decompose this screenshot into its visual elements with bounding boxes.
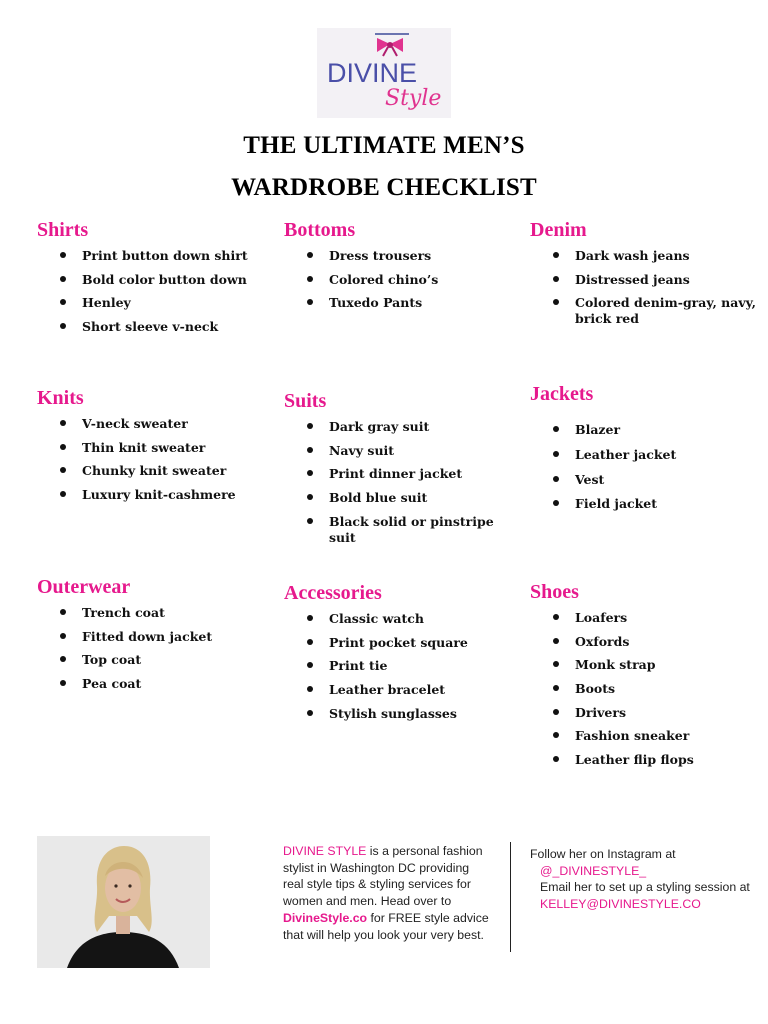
section-denim [530, 218, 760, 335]
section-heading: Denim [530, 219, 587, 241]
bullet-icon [307, 423, 313, 429]
bullet-icon [307, 639, 313, 645]
checklist-item-label: Pea coat [82, 676, 142, 692]
item-list [37, 248, 267, 335]
bullet-icon [60, 467, 66, 473]
checklist-item [530, 681, 760, 697]
section-heading: Knits [37, 387, 84, 409]
checklist-item [37, 295, 267, 311]
brand-logo [317, 28, 451, 118]
section-bottoms [284, 218, 514, 319]
section-knits [37, 386, 267, 511]
bullet-icon [60, 680, 66, 686]
checklist-item [530, 657, 760, 673]
logo-wordmark: DIVINE [327, 58, 418, 88]
bullet-icon [553, 500, 559, 506]
section-heading: Shoes [530, 581, 579, 603]
checklist-item-label: Boots [575, 681, 616, 697]
checklist-item [530, 272, 760, 288]
bullet-icon [60, 323, 66, 329]
bullet-icon [60, 609, 66, 615]
bullet-icon [307, 276, 313, 282]
checklist-item-label: Bold blue suit [329, 490, 428, 506]
checklist-item [37, 319, 267, 335]
bullet-icon [553, 638, 559, 644]
section-jackets [530, 382, 760, 521]
bullet-icon [307, 518, 313, 524]
bullet-icon [60, 491, 66, 497]
item-list [37, 605, 267, 692]
bullet-icon [307, 662, 313, 668]
checklist-item [284, 635, 514, 651]
checklist-item [284, 419, 514, 435]
item-list [284, 248, 514, 311]
checklist-item [530, 705, 760, 721]
checklist-item [284, 443, 514, 459]
bullet-icon [553, 661, 559, 667]
bullet-icon [553, 276, 559, 282]
logo-script: Style [385, 86, 442, 111]
item-list [284, 419, 514, 546]
checklist-item-label: Vest [575, 471, 605, 487]
checklist-item [530, 447, 760, 463]
checklist-item-label: Dress trousers [329, 248, 432, 263]
stylist-portrait-illustration [37, 836, 210, 968]
bullet-icon [553, 451, 559, 457]
checklist-item [530, 248, 760, 264]
checklist-item-label: Henley [82, 295, 131, 311]
bullet-icon [307, 710, 313, 716]
checklist-item [530, 752, 760, 768]
about-text-2: for FREE style advice that will help you look your very best. [283, 910, 489, 942]
bullet-icon [60, 656, 66, 662]
checklist-item [530, 634, 760, 650]
item-list [530, 422, 760, 512]
website-link[interactable]: DivineStyle.co [283, 910, 368, 925]
section-shoes [530, 580, 760, 776]
section-heading: Bottoms [284, 219, 356, 241]
checklist-item [284, 611, 514, 627]
checklist-item [284, 295, 514, 311]
footer-divider [510, 842, 511, 952]
checklist-item [37, 629, 267, 645]
checklist-item [284, 658, 514, 674]
checklist-item-label: Colored chino’s [329, 271, 439, 287]
page-title-line-2: WARDROBE CHECKLIST [231, 174, 537, 201]
checklist-item [37, 487, 267, 503]
bullet-icon [553, 732, 559, 738]
checklist-item-label: Classic watch [329, 611, 424, 626]
checklist-item [37, 652, 267, 668]
checklist-item-label: Field jacket [575, 496, 658, 512]
brand-name: DIVINE STYLE [283, 844, 367, 858]
bullet-icon [553, 426, 559, 432]
section-accessories [284, 581, 514, 729]
checklist-item-label: Thin knit sweater [82, 439, 206, 455]
checklist-item-label: Distressed jeans [575, 271, 690, 287]
checklist-item-label: Monk strap [575, 657, 656, 673]
bullet-icon [553, 614, 559, 620]
item-list [37, 416, 267, 503]
checklist-item-label: Print button down shirt [82, 248, 248, 263]
checklist-item [284, 466, 514, 482]
checklist-item-label: Bold color button down [82, 271, 247, 287]
checklist-item [530, 496, 760, 512]
checklist-item-label: Leather jacket [575, 446, 677, 462]
checklist-item [284, 682, 514, 698]
checklist-item [284, 248, 514, 264]
bullet-icon [307, 299, 313, 305]
checklist-item-label: Luxury knit-cashmere [82, 487, 236, 503]
checklist-item-label: Oxfords [575, 633, 630, 649]
bullet-icon [60, 276, 66, 282]
checklist-item [37, 605, 267, 621]
bullet-icon [307, 494, 313, 500]
checklist-item-label: Fitted down jacket [82, 628, 213, 644]
bullet-icon [307, 686, 313, 692]
section-suits [284, 389, 514, 553]
checklist-item [284, 272, 514, 288]
page-title-line-1: THE ULTIMATE MEN’S [243, 132, 525, 159]
checklist-item-label: Tuxedo Pants [329, 295, 423, 311]
checklist-item-label: Colored denim-gray, navy, brick red [575, 295, 757, 327]
instagram-handle[interactable]: @_DIVINESTYLE_ [540, 863, 647, 878]
section-heading: Jackets [530, 383, 594, 405]
bullet-icon [307, 252, 313, 258]
checklist-item [530, 422, 760, 438]
bullet-icon [553, 685, 559, 691]
bullet-icon [307, 470, 313, 476]
checklist-item-label: Dark wash jeans [575, 248, 690, 263]
bullet-icon [60, 420, 66, 426]
checklist-item-label: Fashion sneaker [575, 728, 690, 744]
checklist-item [530, 610, 760, 626]
checklist-item [37, 248, 267, 264]
bullet-icon [60, 444, 66, 450]
section-shirts [37, 218, 267, 343]
bullet-icon [60, 633, 66, 639]
checklist-item [284, 706, 514, 722]
checklist-item [37, 440, 267, 456]
checklist-item [37, 463, 267, 479]
checklist-item-label: Print dinner jacket [329, 466, 463, 482]
about-blurb [283, 843, 491, 943]
checklist-item-label: Blazer [575, 422, 621, 437]
checklist-item-label: Trench coat [82, 605, 165, 620]
item-list [284, 611, 514, 722]
checklist-item-label: Print pocket square [329, 634, 468, 650]
section-heading: Suits [284, 390, 327, 412]
bullet-icon [553, 476, 559, 482]
item-list [530, 248, 760, 327]
section-heading: Shirts [37, 219, 89, 241]
checklist-item-label: Top coat [82, 652, 142, 668]
checklist-item-label: Chunky knit sweater [82, 463, 227, 479]
bullet-icon [307, 615, 313, 621]
email-label: Email her to set up a styling session at [540, 880, 750, 895]
checklist-item-label: Leather bracelet [329, 682, 446, 698]
checklist-item [284, 490, 514, 506]
checklist-item-label: Drivers [575, 704, 627, 720]
checklist-item-label: Black solid or pinstripe suit [329, 513, 494, 545]
bullet-icon [553, 299, 559, 305]
checklist-item [284, 514, 514, 546]
bullet-icon [553, 756, 559, 762]
checklist-item-label: V-neck sweater [82, 416, 188, 431]
checklist-item [37, 676, 267, 692]
checklist-item [530, 728, 760, 744]
checklist-item [530, 472, 760, 488]
checklist-item-label: Leather flip flops [575, 752, 694, 768]
item-list [530, 610, 760, 768]
checklist-item-label: Dark gray suit [329, 419, 430, 434]
bullet-icon [553, 709, 559, 715]
checklist-item [37, 272, 267, 288]
checklist-item-label: Short sleeve v-neck [82, 319, 219, 335]
checklist-item-label: Navy suit [329, 442, 395, 458]
section-heading: Accessories [284, 582, 382, 604]
checklist-item-label: Loafers [575, 610, 628, 625]
section-heading: Outerwear [37, 576, 131, 598]
bullet-icon [307, 447, 313, 453]
bullet-icon [553, 252, 559, 258]
bullet-icon [60, 299, 66, 305]
checklist-item-label: Print tie [329, 658, 388, 674]
checklist-item [37, 416, 267, 432]
contact-block [530, 846, 760, 913]
section-outerwear [37, 575, 267, 700]
instagram-label: Follow her on Instagram at [530, 847, 676, 861]
email-link[interactable]: KELLEY@DIVINESTYLE.CO [540, 897, 701, 912]
bullet-icon [60, 252, 66, 258]
about-text-1: is a personal fashion stylist in Washington DC providing real style tips & styling services for women and men. Head over to [283, 844, 483, 909]
stylist-photo [37, 836, 210, 968]
checklist-item [530, 295, 760, 327]
checklist-item-label: Stylish sunglasses [329, 705, 457, 721]
